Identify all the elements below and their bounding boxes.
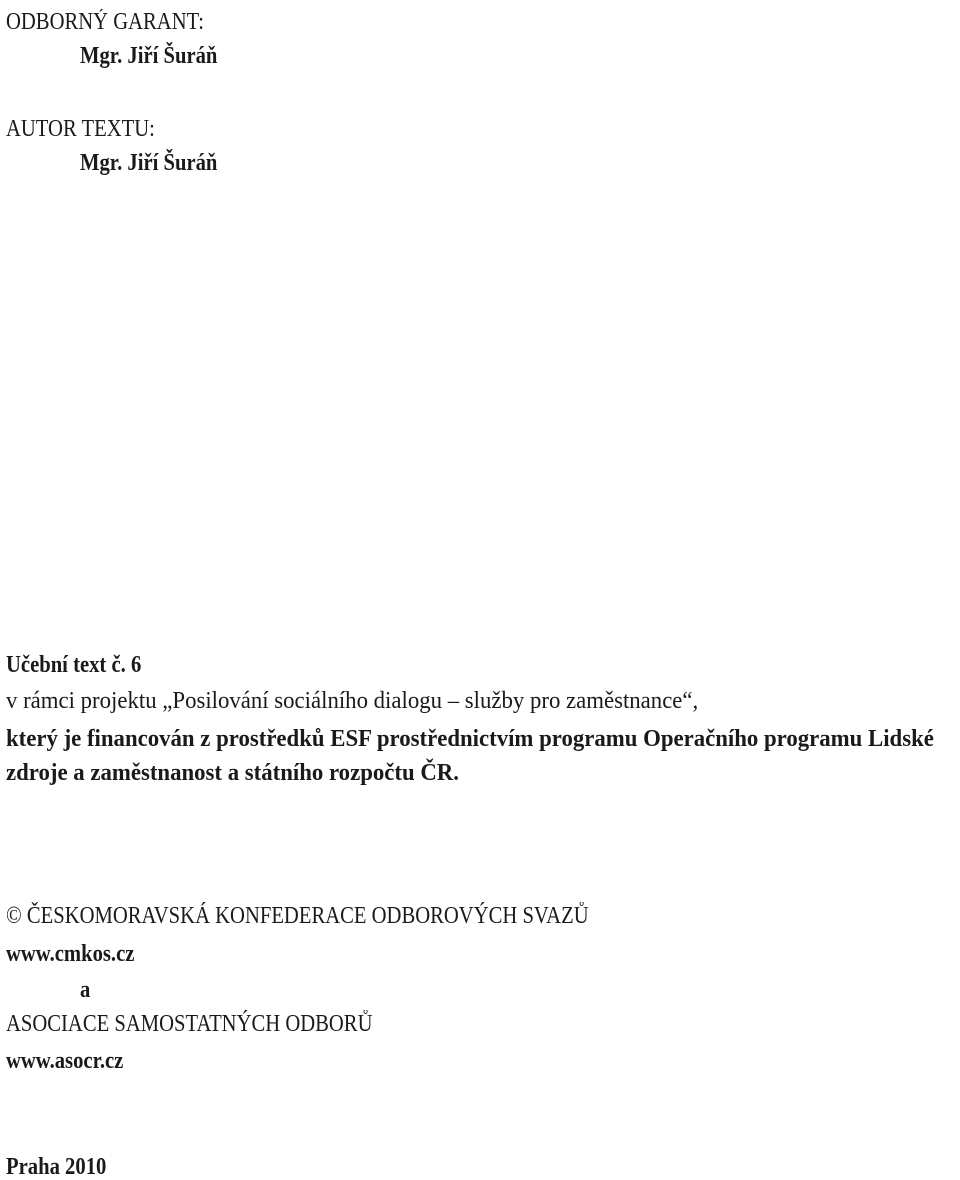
author-label: AUTOR TEXTU: — [6, 116, 155, 142]
conjunction-and: a — [80, 977, 91, 1003]
website-link-asocr[interactable]: www.asocr.cz — [6, 1048, 124, 1074]
guarantor-name: Mgr. Jiří Šuráň — [80, 43, 218, 69]
author-name: Mgr. Jiří Šuráň — [80, 150, 218, 176]
organization-name-asocr: ASOCIACE SAMOSTATNÝCH ODBORŮ — [6, 1011, 373, 1037]
guarantor-label: ODBORNÝ GARANT: — [6, 9, 204, 35]
copyright-symbol: © — [6, 903, 22, 929]
textbook-description-line-3: zdroje a zaměstnanost a státního rozpočtu ČR. — [6, 759, 459, 786]
textbook-description-line-1: v rámci projektu „Posilování sociálního dialogu – služby pro zaměstnance“, — [6, 687, 699, 714]
website-link-cmkos[interactable]: www.cmkos.cz — [6, 941, 135, 967]
organization-name-cmkos: ČESKOMORAVSKÁ KONFEDERACE ODBOROVÝCH SVAZŮ — [26, 903, 589, 929]
copyright-org-1 — [6, 904, 683, 928]
textbook-number: Učební text č. 6 — [6, 652, 142, 678]
textbook-description-line-2: který je financován z prostředků ESF prostřednictvím programu Operačního programu Lidské — [6, 725, 934, 752]
imprint-place-year: Praha 2010 — [6, 1154, 107, 1180]
